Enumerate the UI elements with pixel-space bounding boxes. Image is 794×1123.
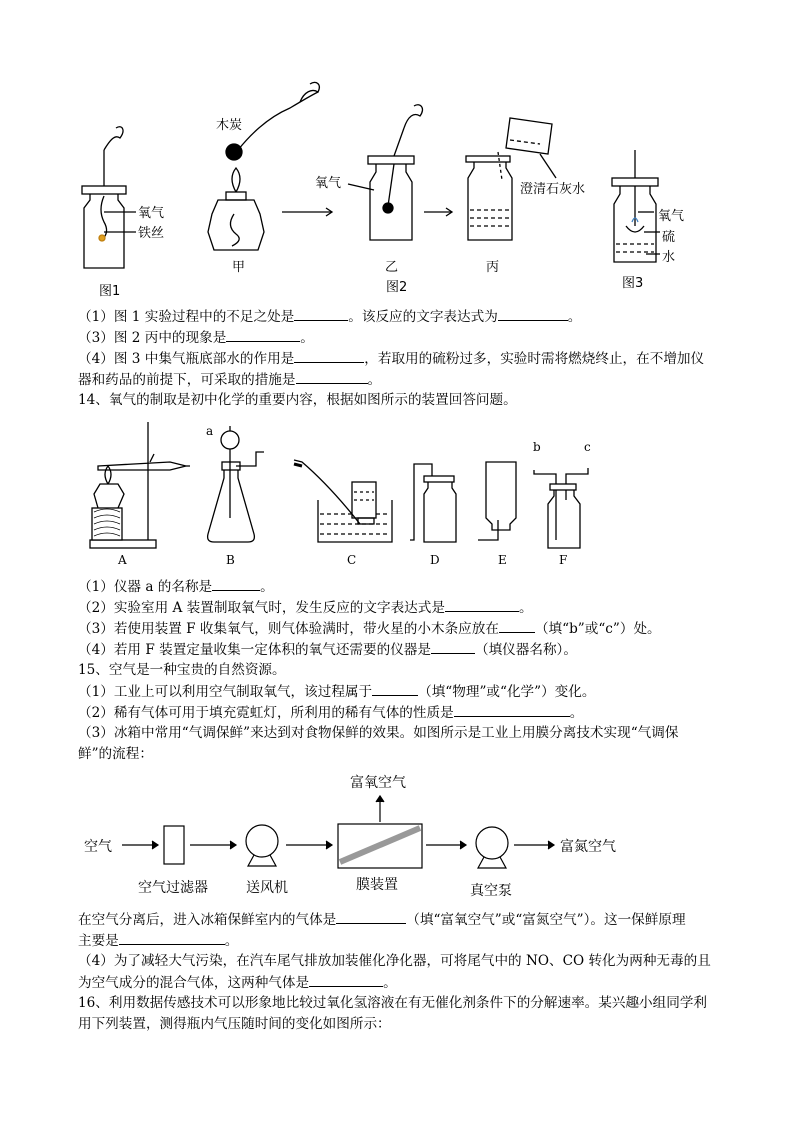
flow-vacuum: 真空泵 [470,883,512,899]
fig3-caption: 图3 [622,276,644,291]
air-filter-box [164,826,184,864]
q15-part3-line2: 鲜”的流程： [78,746,153,762]
apparatus-label-D: D [430,553,440,567]
q14-part3: （3）若使用装置 F 收集氧气，则气体验满时，带火星的小木条应放在 （填“b”或“c”）处。 [78,621,661,637]
q15-part3-line1: （3）冰箱中常用“气调保鲜”来达到对食物保鲜的效果。如图所示是工业上用膜分离技术实现“气调保 [78,725,679,741]
fig1-caption: 图1 [99,284,121,299]
fig2-limewater-label: 澄清石灰水 [520,182,586,197]
label-a: a [206,424,214,438]
q14-title: 14、氧气的制取是初中化学的重要内容，根据如图所示的装置回答问题。 [78,392,517,408]
q15-part3-line3: 在空气分离后，进入冰箱保鲜室内的气体是 （填“富氧空气”或“富氮空气”）。这一保鲜原理 [78,912,686,928]
fig1-oxygen-label: 氧气 [138,206,165,221]
fig2-oxygen-label: 氧气 [315,176,342,191]
answer-blank[interactable] [119,931,225,945]
apparatus-label-E: E [498,553,507,567]
q15-part2: （2）稀有气体可用于填充霓虹灯，所利用的稀有气体的性质是 。 [78,705,584,721]
q13-part4: （4）图 3 中集气瓶底部水的作用是 ，若取用的硫粉过多，实验时需将燃烧终止，在不增加仪 [78,351,705,367]
label-c: c [584,440,591,454]
apparatus-label-B: B [226,553,235,567]
fig1-wire-label: 铁丝 [138,226,165,241]
fig2-jia-label: 甲 [232,260,246,275]
fan-circle [246,825,278,857]
fig3-water-label: 水 [662,250,676,265]
q15-part4-line2: 为空气成分的混合气体，这两种气体是 。 [78,975,397,991]
q15-part1: （1）工业上可以利用空气制取氧气，该过程属于 （填“物理”或“化学”）变化。 [78,684,596,700]
q13-part4-cont: 器和药品的前提下，可采取的措施是 。 [78,372,382,388]
q14-part2: （2）实验室用 A 装置制取氧气时，发生反应的文字表达式是 。 [78,600,533,616]
q16-line1: 16、利用数据传感技术可以形象地比较过氧化氢溶液在有无催化剂条件下的分解速率。某兴趣小组同学利 [78,995,708,1011]
flow-membrane: 膜装置 [356,877,398,893]
apparatus-label-F: F [559,553,568,567]
fig2-caption: 图2 [386,280,408,295]
q13-part3: （3）图 2 丙中的现象是 。 [78,330,314,346]
fig3-sulfur-label: 硫 [662,230,676,245]
flow-air: 空气 [84,839,112,855]
vacuum-pump-circle [476,827,508,859]
flow-filter: 空气过滤器 [138,880,208,896]
answer-blank[interactable] [309,973,383,987]
q15-part3-line4: 主要是 。 [78,933,239,949]
label-b: b [533,440,541,454]
flow-fan: 送风机 [246,880,288,896]
apparatus-label-A: A [118,553,127,567]
flow-oxygen-rich: 富氧空气 [350,775,406,791]
q15-part4-line1: （4）为了减轻大气污染，在汽车尾气排放加装催化净化器，可将尾气中的 NO、CO 转化为两种无毒的且 [78,953,711,969]
q14-part4: （4）若用 F 装置定量收集一定体积的氧气还需要的仪器是 （填仪器名称）。 [78,642,577,658]
fig2-yi-label: 乙 [385,260,399,275]
q15-title: 15、空气是一种宝贵的自然资源。 [78,662,286,678]
apparatus-label-C: C [347,553,357,567]
q16-line2: 用下列装置，测得瓶内气压随时间的变化如图所示： [78,1016,391,1032]
fig2-bing-label: 丙 [486,260,500,275]
fig3-oxygen-label: 氧气 [658,209,685,224]
fig2-charcoal-label: 木炭 [216,118,243,133]
q14-part1: （1）仪器 a 的名称是 。 [78,579,274,595]
q13-part1: （1）图 1 实验过程中的不足之处是 。该反应的文字表达式为 。 [78,309,582,325]
answer-blank[interactable] [336,910,406,924]
flow-nitrogen-rich: 富氮空气 [560,839,616,855]
